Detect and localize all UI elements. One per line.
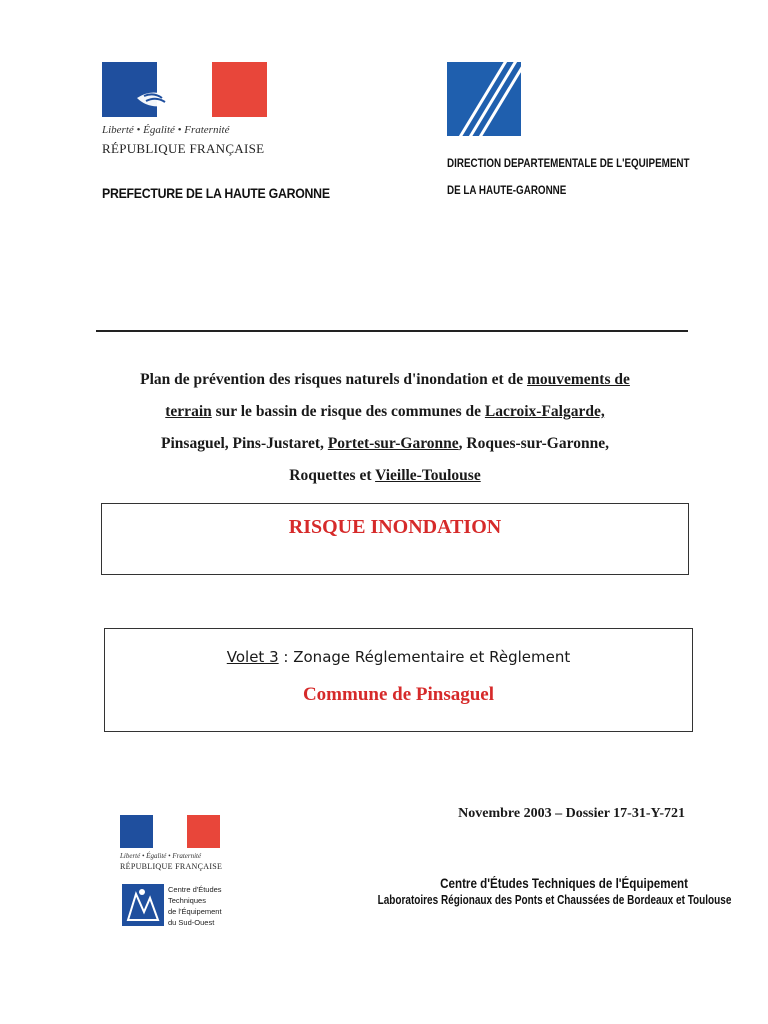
cete-line: du Sud-Ouest xyxy=(168,918,215,927)
horizontal-divider xyxy=(96,330,688,332)
volet-box xyxy=(104,628,693,732)
plan-text-underlined: Vieille-Toulouse xyxy=(375,467,481,484)
dde-title-line1: DIRECTION DEPARTEMENTALE DE L'EQUIPEMENT xyxy=(447,156,690,170)
dde-logo-icon xyxy=(447,62,521,136)
plan-text-underlined: Lacroix-Falgarde, xyxy=(484,403,605,420)
cete-main-text xyxy=(300,876,732,907)
volet-title xyxy=(104,648,693,666)
date-dossier: Novembre 2003 – Dossier 17-31-Y-721 xyxy=(458,806,685,821)
dde-title-line2: DE LA HAUTE-GARONNE xyxy=(447,183,567,197)
plan-text: sur le bassin de risque des communes de xyxy=(211,403,485,420)
plan-text-underlined: Portet-sur-Garonne xyxy=(327,435,459,452)
prefecture-title: PREFECTURE DE LA HAUTE GARONNE xyxy=(102,185,330,201)
volet-text: : Zonage Réglementaire et Règlement xyxy=(278,648,571,666)
plan-title xyxy=(90,364,680,492)
dde-title xyxy=(447,150,690,204)
republic-motto: Liberté • Égalité • Fraternité xyxy=(102,124,230,136)
cete-line: de l'Équipement xyxy=(168,907,222,916)
republique-francaise-small-logo xyxy=(120,815,223,871)
cete-small-text xyxy=(168,884,228,928)
cete-line: Techniques xyxy=(168,896,206,905)
cete-logo-icon xyxy=(122,884,164,926)
risque-box xyxy=(101,503,689,575)
plan-text: , Roques-sur-Garonne, xyxy=(458,435,609,452)
republique-francaise-logo xyxy=(102,62,267,157)
volet-label: Volet 3 xyxy=(226,648,279,666)
risque-title: RISQUE INONDATION xyxy=(288,516,502,538)
republic-name: RÉPUBLIQUE FRANÇAISE xyxy=(102,141,265,156)
plan-text: Plan de prévention des risques naturels d'inondation et de xyxy=(140,371,527,388)
republic-name-small: RÉPUBLIQUE FRANÇAISE xyxy=(120,862,223,871)
cete-main-line1: Centre d'Études Techniques de l'Équipement xyxy=(440,876,688,891)
tricolor-flag-icon xyxy=(120,815,220,848)
cete-line: Centre d'Études xyxy=(168,885,222,894)
republic-motto-small: Liberté • Égalité • Fraternité xyxy=(120,852,202,860)
cete-main-line2: Laboratoires Régionaux des Ponts et Chaussées de Bordeaux et Toulouse xyxy=(377,893,732,907)
plan-text: Pinsaguel, Pins-Justaret, xyxy=(161,435,328,452)
plan-text-underlined: terrain xyxy=(165,403,212,420)
marianne-profile-icon xyxy=(132,68,212,113)
commune-title: Commune de Pinsaguel xyxy=(302,684,495,705)
plan-text: Roquettes et xyxy=(289,467,376,484)
plan-text-underlined: mouvements de xyxy=(526,371,630,388)
